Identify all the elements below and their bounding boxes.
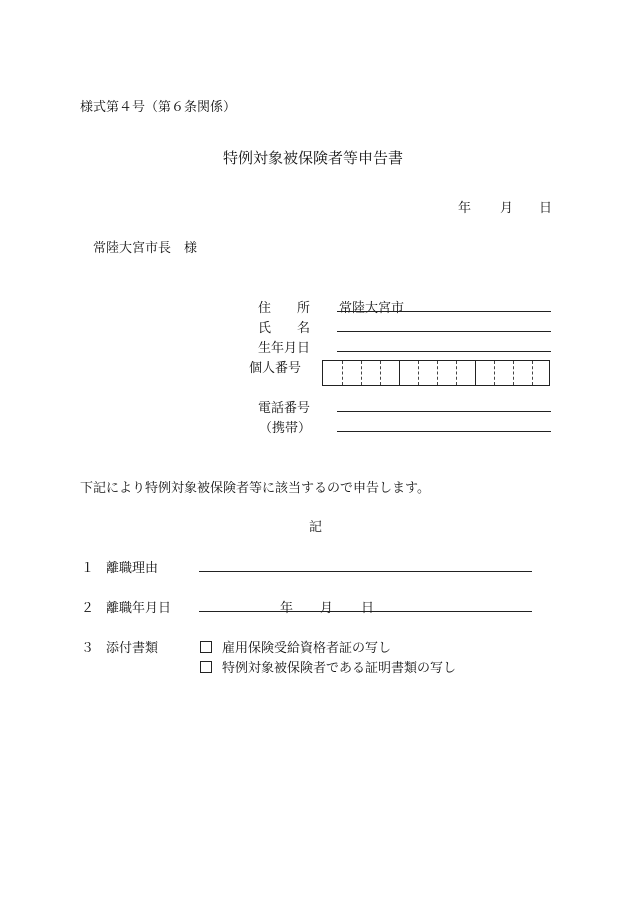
separation-year[interactable]: 年 (280, 601, 294, 616)
separation-date-line (199, 611, 532, 612)
form-number: 様式第４号（第６条関係） (80, 100, 237, 115)
birthdate-field[interactable] (337, 351, 551, 352)
mynumber-divider (494, 361, 495, 385)
address-value[interactable]: 常陸大宮市 (339, 301, 405, 316)
reason-field[interactable] (199, 571, 532, 572)
checkbox[interactable] (200, 661, 212, 673)
mynumber-divider (532, 361, 533, 385)
item-number: ３ (81, 641, 95, 656)
name-label: 氏 名 (258, 321, 311, 336)
mobile-field[interactable] (337, 431, 551, 432)
page-title: 特例対象被保険者等申告書 (223, 149, 404, 167)
item-label-attachments: 添付書類 (106, 641, 159, 656)
date-month[interactable]: 月 (500, 201, 514, 216)
attachment-label: 特例対象被保険者である証明書類の写し (222, 661, 457, 676)
separation-month[interactable]: 月 (320, 601, 334, 616)
separation-day[interactable]: 日 (361, 601, 375, 616)
mynumber-label: 個人番号 (249, 361, 302, 376)
date-year[interactable]: 年 (458, 201, 472, 216)
mynumber-field[interactable] (322, 360, 550, 386)
mynumber-divider (437, 361, 438, 385)
attachment-option[interactable] (200, 657, 456, 676)
phone-label: 電話番号 (258, 401, 311, 416)
birthdate-label: 生年月日 (258, 341, 311, 356)
name-field[interactable] (337, 331, 551, 332)
checkbox[interactable] (200, 641, 212, 653)
address-line (337, 311, 551, 312)
mynumber-divider (380, 361, 381, 385)
attachment-label: 雇用保険受給資格者証の写し (222, 641, 392, 656)
mobile-label: （携帯） (259, 421, 312, 436)
date-day[interactable]: 日 (539, 201, 553, 216)
mynumber-divider (456, 361, 457, 385)
phone-field[interactable] (337, 411, 551, 412)
mynumber-divider (513, 361, 514, 385)
addressee: 常陸大宮市長 様 (93, 241, 198, 256)
item-label-date: 離職年月日 (106, 601, 172, 616)
mynumber-divider (361, 361, 362, 385)
address-label: 住 所 (258, 301, 311, 316)
item-number: １ (81, 561, 95, 576)
mynumber-group-divider (399, 361, 400, 385)
item-label-reason: 離職理由 (106, 561, 159, 576)
mynumber-divider (418, 361, 419, 385)
statement: 下記により特例対象被保険者等に該当するので申告します。 (80, 481, 430, 496)
ki-heading: 記 (309, 520, 323, 535)
attachment-option[interactable] (200, 637, 391, 656)
item-number: ２ (81, 601, 95, 616)
mynumber-divider (342, 361, 343, 385)
mynumber-group-divider (475, 361, 476, 385)
